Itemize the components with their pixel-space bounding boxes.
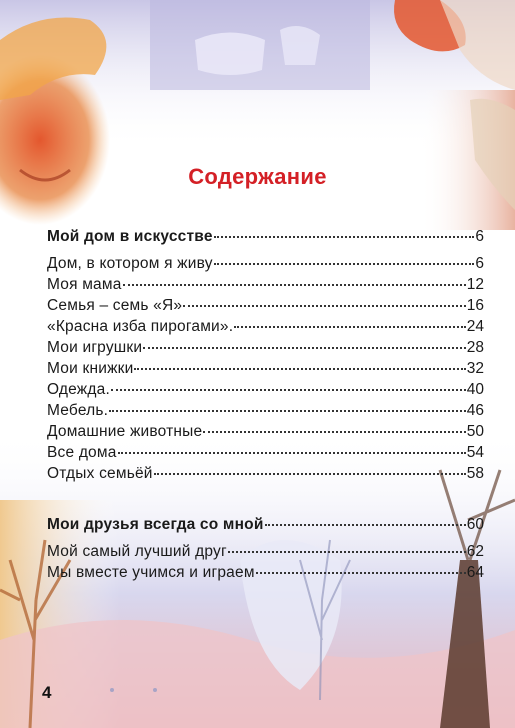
page-ref: 32 [466, 360, 484, 377]
page-ref: 16 [466, 297, 484, 314]
item-title: «Красна изба пирогами». [47, 318, 234, 335]
toc-item[interactable] [47, 465, 484, 487]
dot-leader [256, 571, 466, 574]
toc-item[interactable] [47, 297, 484, 319]
page-ref: 46 [466, 402, 484, 419]
page-title: Содержание [188, 164, 327, 189]
toc-item[interactable] [47, 444, 484, 466]
item-title: Отдых семьёй [47, 465, 153, 482]
page-ref: 50 [466, 423, 484, 440]
item-title: Семья – семь «Я» [47, 297, 183, 314]
dot-leader [109, 409, 466, 412]
item-title: Мои игрушки [47, 339, 143, 356]
toc-item[interactable] [47, 255, 484, 277]
dot-leader [134, 367, 465, 370]
dot-leader [234, 325, 466, 328]
dot-leader [111, 388, 466, 391]
item-title: Домашние животные [47, 423, 203, 440]
toc-item[interactable] [47, 564, 484, 586]
item-title: Мы вместе учимся и играем [47, 564, 255, 581]
toc-item[interactable] [47, 402, 484, 424]
page-ref: 6 [475, 255, 484, 272]
dot-leader [154, 472, 466, 475]
toc-item[interactable] [47, 276, 484, 298]
item-title: Дом, в котором я живу [47, 255, 213, 272]
page-ref: 24 [466, 318, 484, 335]
page-ref: 6 [475, 228, 484, 245]
item-title: Одежда. [47, 381, 110, 398]
page-ref: 64 [466, 564, 484, 581]
toc-section[interactable] [47, 516, 484, 538]
dot-leader [118, 451, 466, 454]
section-title: Мои друзья всегда со мной [47, 516, 264, 533]
page-number: 4 [42, 683, 52, 702]
toc-section[interactable] [47, 228, 484, 250]
dot-leader [183, 304, 466, 307]
page-ref: 40 [466, 381, 484, 398]
toc-item[interactable] [47, 423, 484, 445]
dot-leader [214, 235, 475, 238]
toc-item[interactable] [47, 360, 484, 382]
item-title: Мои книжки [47, 360, 134, 377]
toc-item[interactable] [47, 381, 484, 403]
page-ref: 60 [466, 516, 484, 533]
dot-leader [265, 523, 466, 526]
section-title: Мой дом в искусстве [47, 228, 213, 245]
toc-item[interactable] [47, 339, 484, 361]
page-ref: 54 [466, 444, 484, 461]
page-ref: 12 [466, 276, 484, 293]
dot-leader [123, 283, 466, 286]
dot-leader [228, 550, 466, 553]
item-title: Мой самый лучший друг [47, 543, 227, 560]
page-ref: 28 [466, 339, 484, 356]
item-title: Моя мама [47, 276, 122, 293]
item-title: Все дома [47, 444, 117, 461]
page-ref: 58 [466, 465, 484, 482]
page-ref: 62 [466, 543, 484, 560]
dot-leader [214, 262, 475, 265]
item-title: Мебель. [47, 402, 109, 419]
dot-leader [143, 346, 465, 349]
dot-leader [203, 430, 465, 433]
toc-item[interactable] [47, 543, 484, 565]
toc-item[interactable] [47, 318, 484, 340]
